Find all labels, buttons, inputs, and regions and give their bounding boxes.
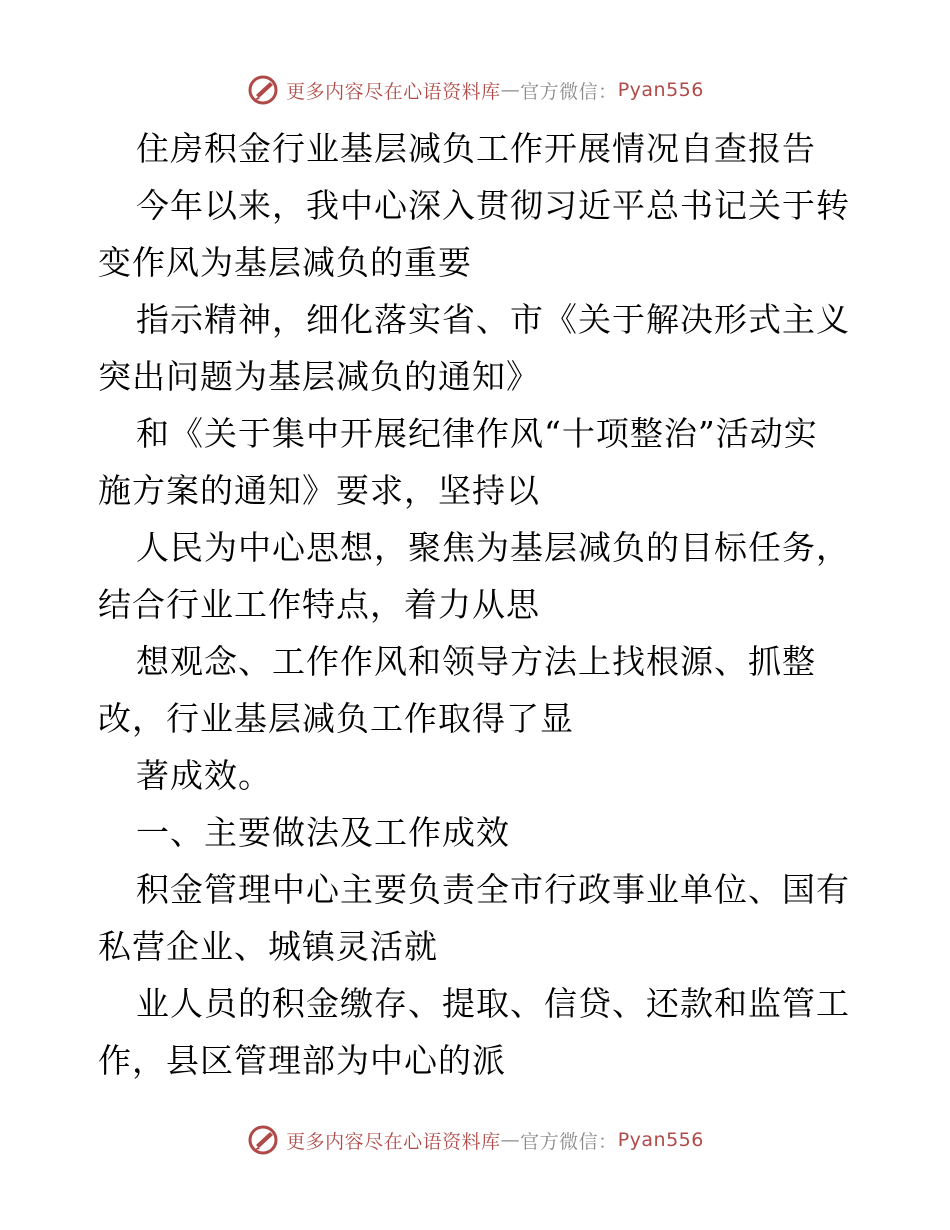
- watermark-wechat-id: Pyan556: [617, 79, 704, 101]
- watermark-dash: —: [500, 79, 521, 101]
- text-line: 和《关于集中开展纪律作风“十项整治”活动实: [136, 414, 818, 453]
- text-line: 作，县区管理部为中心的派: [98, 1041, 506, 1080]
- text-line: 著成效。: [136, 756, 272, 795]
- header-watermark: [0, 70, 950, 110]
- text-line: 变作风为基层减负的重要: [98, 243, 472, 282]
- document-body: [98, 120, 858, 1089]
- watermark-brand: 更多内容尽在心语资料库: [286, 1130, 501, 1153]
- text-line: 积金管理中心主要负责全市行政事业单位、国有: [136, 870, 850, 909]
- text-line: 业人员的积金缴存、提取、信贷、还款和监管工: [136, 984, 850, 1023]
- text-line: 指示精神，细化落实省、市《关于解决形式主义: [136, 300, 850, 339]
- text-line: 突出问题为基层减负的通知》: [98, 357, 540, 396]
- footer-watermark: [0, 1120, 950, 1160]
- brand-logo-icon: [246, 1123, 280, 1157]
- watermark-brand: 更多内容尽在心语资料库: [286, 80, 501, 103]
- watermark-label: 官方微信：: [520, 1130, 618, 1153]
- text-line: 人民为中心思想，聚焦为基层减负的目标任务，: [136, 528, 850, 567]
- brand-logo-icon: [246, 73, 280, 107]
- text-line: 想观念、工作作风和领导方法上找根源、抓整: [136, 642, 816, 681]
- watermark-wechat-id: Pyan556: [617, 1129, 704, 1151]
- section-heading: 一、主要做法及工作成效: [136, 813, 510, 852]
- text-line: 施方案的通知》要求，坚持以: [98, 471, 540, 510]
- text-line: 私营企业、城镇灵活就: [98, 927, 438, 966]
- text-line: 结合行业工作特点，着力从思: [98, 585, 540, 624]
- watermark-dash: —: [500, 1129, 521, 1151]
- text-line: 改，行业基层减负工作取得了显: [98, 699, 574, 738]
- document-title: 住房积金行业基层减负工作开展情况自查报告: [136, 129, 816, 168]
- text-line: 今年以来，我中心深入贯彻习近平总书记关于转: [136, 186, 850, 225]
- watermark-label: 官方微信：: [520, 80, 618, 103]
